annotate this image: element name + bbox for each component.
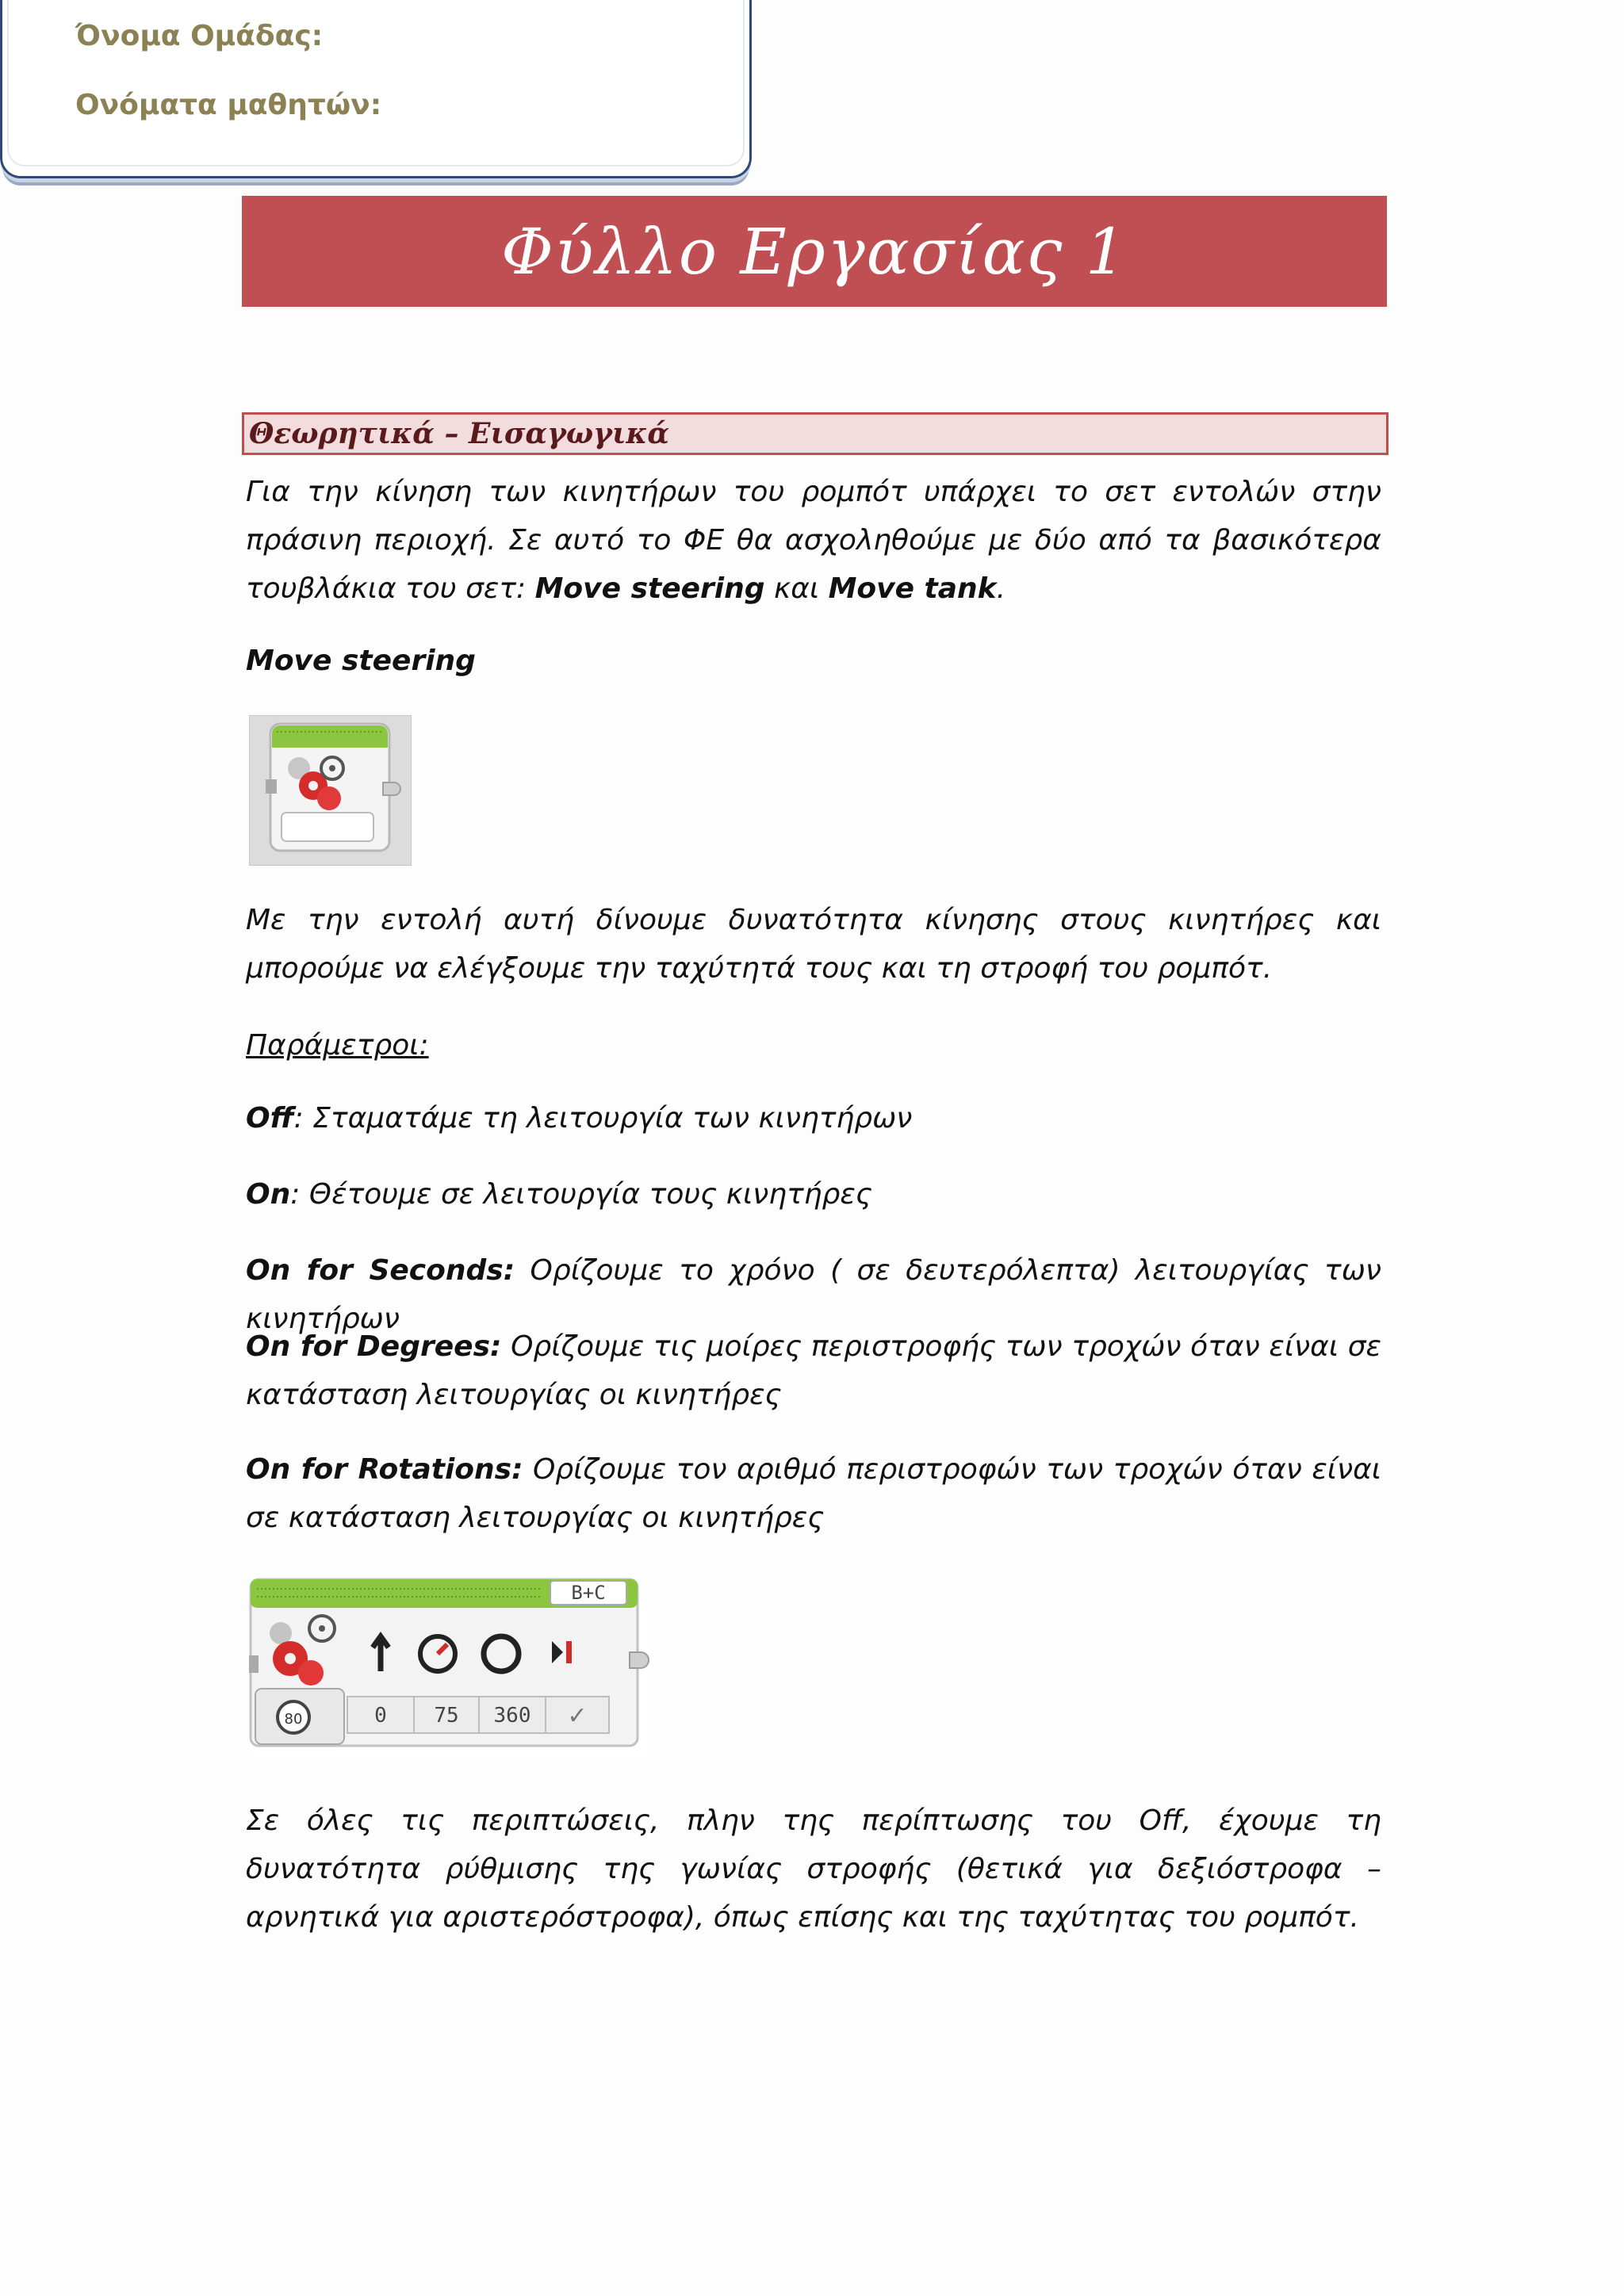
param-on-degrees-name: On for Degrees: bbox=[246, 1330, 502, 1363]
conclusion-paragraph: Σε όλες τις περιπτώσεις, πλην της περίπτωσης του Off, έχουμε τη δυνατότητα ρύθμισης της γωνίας στροφής (θετικά για δεξιόστροφα – αρνητικά για αριστερόστροφα), όπως επίσης και της ταχύτητας του ρομπότ. bbox=[246, 1804, 1381, 1934]
param-off-desc: : Σταματάμε τη λειτουργία των κινητήρων bbox=[293, 1102, 913, 1135]
param-on-degrees-desc: Ορίζουμε τις μοίρες περιστροφής των τροχών όταν είναι σε κατάσταση λειτουργίας οι κινητήρες bbox=[246, 1330, 1381, 1411]
section-heading-box bbox=[242, 412, 1388, 455]
move-steering-block-full bbox=[249, 1576, 652, 1757]
param-off bbox=[246, 1094, 1381, 1142]
students-label: Ονόματα μαθητών: bbox=[75, 89, 382, 121]
title-banner bbox=[242, 196, 1387, 307]
param-on-rotations bbox=[246, 1445, 1381, 1542]
param-on-name: On bbox=[246, 1178, 291, 1211]
param-off-name: Off bbox=[246, 1102, 294, 1135]
port-label: B+C bbox=[571, 1582, 606, 1604]
mode-value: 80 bbox=[284, 1711, 303, 1728]
team-info-box bbox=[0, 0, 752, 178]
intro-move-steering: Move steering bbox=[534, 572, 765, 605]
intro-and: και bbox=[764, 572, 829, 605]
page-title: Φύλλο Εργασίας 1 bbox=[501, 214, 1128, 289]
intro-text: Για την κίνηση των κινητήρων του ρομπότ υπάρχει το σετ εντολών στην πράσινη περιοχή. Σε αυτό το ΦΕ θα ασχοληθούμε με δύο από τα βασικότερα τουβλάκια του σετ: bbox=[246, 476, 1381, 605]
brake-value: ✓ bbox=[567, 1702, 588, 1730]
move-steering-description: Με την εντολή αυτή δίνουμε δυνατότητα κίνησης στους κινητήρες και μπορούμε να ελέγξουμε την ταχύτητά τους και τη στροφή του ρομπότ. bbox=[246, 904, 1381, 985]
move-steering-block-icon bbox=[249, 715, 412, 866]
param-on-degrees bbox=[246, 1322, 1381, 1419]
move-steering-heading: Move steering bbox=[246, 645, 476, 677]
power-value: 75 bbox=[434, 1704, 459, 1728]
team-name-label: Όνομα Ομάδας: bbox=[75, 20, 324, 52]
degrees-value: 360 bbox=[493, 1704, 531, 1728]
intro-move-tank: Move tank bbox=[828, 572, 997, 605]
steering-value: 0 bbox=[374, 1704, 387, 1728]
param-on bbox=[246, 1170, 1381, 1219]
intro-end: . bbox=[996, 572, 1006, 605]
param-on-rotations-desc: Ορίζουμε τον αριθμό περιστροφών των τροχών όταν είναι σε κατάσταση λειτουργίας οι κινητήρες bbox=[246, 1453, 1381, 1534]
section-heading: Θεωρητικά – Εισαγωγικά bbox=[249, 417, 670, 450]
param-on-seconds-name: On for Seconds: bbox=[246, 1254, 515, 1287]
param-on-rotations-name: On for Rotations: bbox=[246, 1453, 523, 1486]
parameters-heading: Παράμετροι: bbox=[246, 1029, 429, 1062]
param-on-seconds-desc: Ορίζουμε το χρόνο ( σε δευτερόλεπτα) λειτουργίας των κινητήρων bbox=[246, 1254, 1381, 1335]
param-on-desc: : Θέτουμε σε λειτουργία τους κινητήρες bbox=[290, 1178, 872, 1211]
intro-paragraph bbox=[246, 468, 1381, 613]
